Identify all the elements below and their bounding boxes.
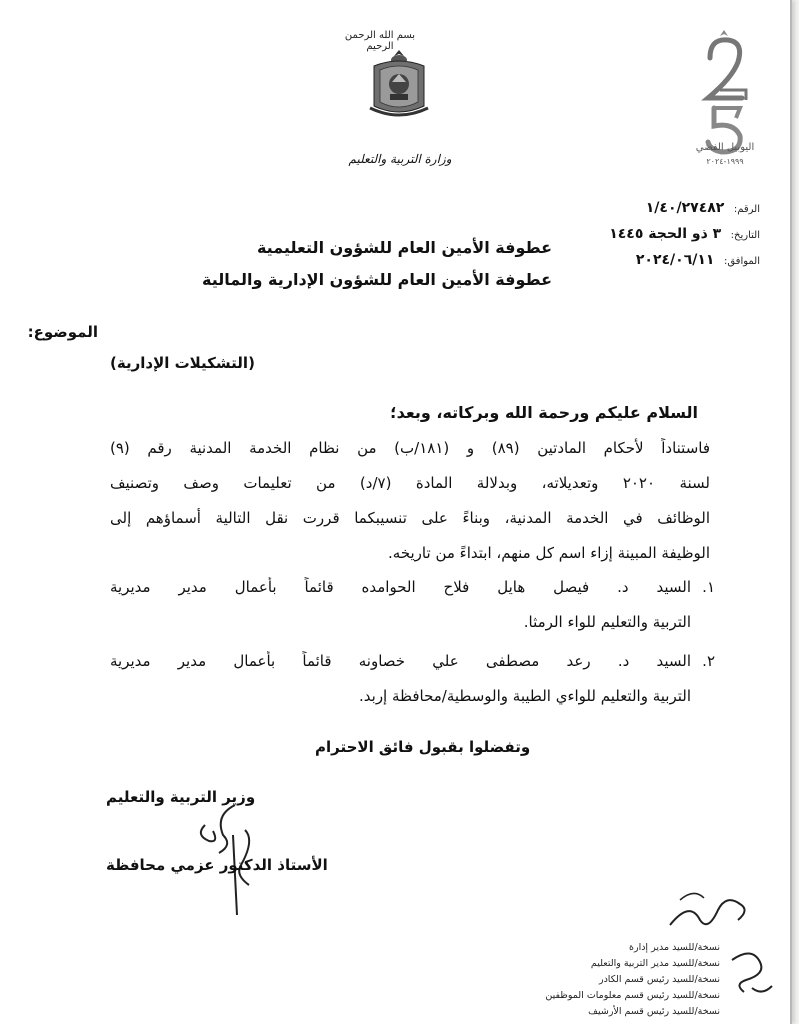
list-item-continuation xyxy=(110,686,715,710)
copy-recipient: نسخة/للسيد مدير التربية والتعليم xyxy=(590,958,720,969)
list-item xyxy=(110,577,715,601)
reference-date-value: ٣ ذو الحجة ١٤٤٥ xyxy=(609,226,722,242)
reference-gregorian-label: الموافق: xyxy=(723,256,760,267)
paragraph-line: فاستناداً لأحكام المادتين (٨٩) و (١٨١/ب) من نظام الخدمة المدنية رقم (٩) xyxy=(110,439,710,457)
ministry-name: وزارة التربية والتعليم xyxy=(348,152,452,166)
reference-number-label: الرقم: xyxy=(733,204,760,215)
jubilee-text: اليوبيل الفضي xyxy=(695,142,755,153)
list-item-text: السيد د. فيصل هايل فلاح الحوامده قائماً بأعمال مدير مديرية xyxy=(110,578,691,596)
list-item-number: ٢. xyxy=(702,652,715,670)
copy-recipient: نسخة/للسيد رئيس قسم الأرشيف xyxy=(588,1006,720,1017)
paragraph-line: الوظائف في الخدمة المدنية، وبناءً على تنسيبكما قررت نقل التالية أسماؤهم إلى xyxy=(110,509,710,527)
bismillah-text: بسم الله الرحمن الرحيم xyxy=(344,30,416,52)
paragraph-line: الوظيفة المبينة إزاء اسم كل منهم، ابتداءً من تاريخه. xyxy=(388,544,710,562)
reference-number-value: ١/٤٠/٢٧٤٨٢ xyxy=(645,200,725,216)
reference-number xyxy=(600,200,760,216)
jubilee-years: ١٩٩٩-٢٠٢٤ xyxy=(706,157,744,166)
reference-date xyxy=(600,226,760,242)
copy-recipient: نسخة/للسيد رئيس قسم الكادر xyxy=(598,974,720,985)
greeting: السلام عليكم ورحمة الله وبركاته، وبعد؛ xyxy=(390,403,698,422)
copy-recipient: نسخة/للسيد رئيس قسم معلومات الموظفين xyxy=(545,990,720,1001)
subject-label: الموضوع: xyxy=(27,323,98,341)
addressee-line: عطوفة الأمين العام للشؤون التعليمية xyxy=(256,238,552,257)
list-item-continuation xyxy=(110,612,715,636)
list-item-text: التربية والتعليم للواء الرمثا. xyxy=(523,613,691,631)
list-item-text: السيد د. رعد مصطفى علي خصاونه قائماً بأعمال مدير مديرية xyxy=(110,652,691,670)
reference-date-label: التاريخ: xyxy=(730,230,760,241)
closing-line: وتفضلوا بقبول فائق الاحترام xyxy=(315,738,531,756)
addressee-line: عطوفة الأمين العام للشؤون الإدارية والمالية xyxy=(202,270,552,289)
list-item-text: التربية والتعليم للواءي الطيبة والوسطية/محافظة إربد. xyxy=(359,687,691,705)
signatory-title: وزير التربية والتعليم xyxy=(106,788,256,806)
list-item xyxy=(110,651,715,675)
handwritten-initials-icon xyxy=(660,880,760,940)
reference-gregorian-value: ٢٠٢٤/٠٦/١١ xyxy=(635,252,715,268)
signatory-name: الأستاذ الدكتور عزمي محافظة xyxy=(106,856,328,874)
copy-recipient: نسخة/للسيد مدير إدارة xyxy=(629,942,720,953)
jordan-coat-of-arms-icon xyxy=(366,46,432,122)
copies-list xyxy=(420,940,720,1020)
handwritten-initials-icon xyxy=(722,940,782,1000)
paragraph-line: لسنة ٢٠٢٠ وتعديلاته، وبدلالة المادة (٧/د) من تعليمات وصف وتصنيف xyxy=(110,474,710,492)
list-item-number: ١. xyxy=(702,578,715,596)
reference-gregorian-date xyxy=(600,252,760,268)
subject-text: (التشكيلات الإدارية) xyxy=(110,354,255,372)
